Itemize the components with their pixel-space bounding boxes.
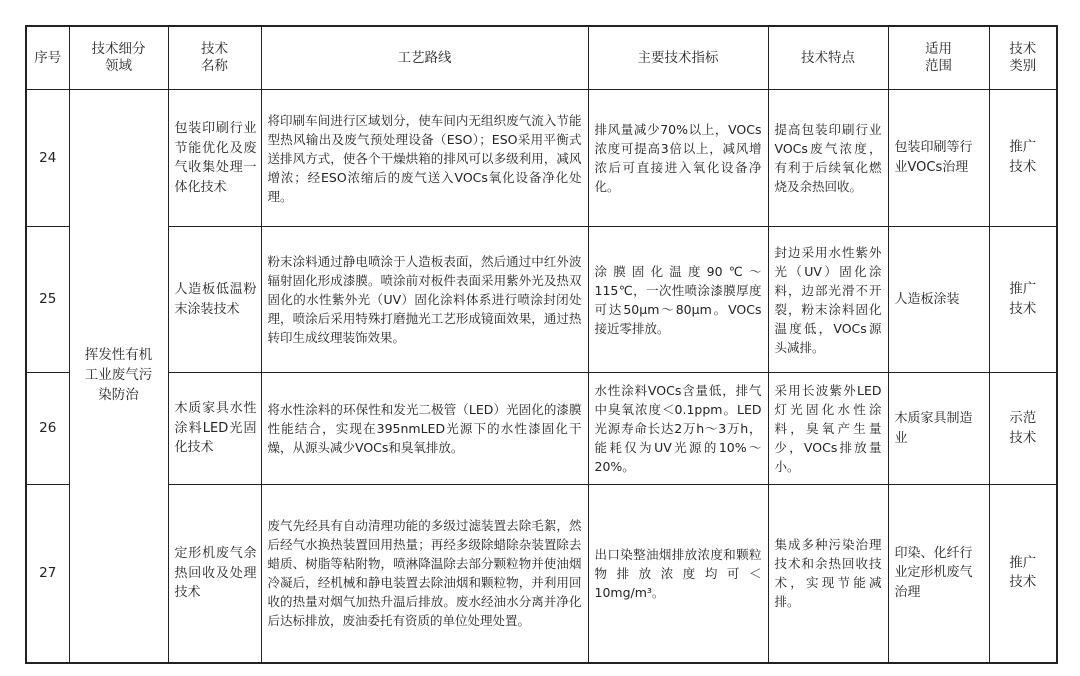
row-no: 27 — [26, 485, 69, 663]
technical-feature: 集成多种污染治理技术和余热回收技术，实现节能减排。 — [768, 485, 888, 663]
technology-name: 定形机废气余热回收及处理技术 — [168, 485, 261, 663]
technical-feature: 封边采用水性紫外光（UV）固化涂料，边部光滑不开裂，粉末涂料固化温度低，VOCs源头减排。 — [768, 227, 888, 373]
table-row — [26, 227, 1057, 373]
process-route: 将印刷车间进行区域划分，使车间内无组织废气流入节能型热风输出及废气预处理设备（ESO）；ESO采用平衡式送排风方式，使各个干燥烘箱的排风可以多级利用，减风增浓；经ESO浓缩后的废气送入VOCs氧化设备净化处理。 — [261, 90, 588, 227]
table-row — [26, 373, 1057, 485]
technology-name: 木质家具水性涂料LED光固化技术 — [168, 373, 261, 485]
header-feature: 技术特点 — [768, 26, 888, 90]
header-name: 技术 名称 — [168, 26, 261, 90]
process-route: 废气先经具有自动清理功能的多级过滤装置去除毛絮，然后经气水换热装置回用热量；再经多级除蜡除杂装置除去蜡质、树脂等粘附物，喷淋降温除去部分颗粒物并使油烟冷凝后，经机械和静电装置去除油烟和颗粒物，并利用回收的热量对烟气加热升温后排放。废水经油水分离并净化后达标排放，废油委托有资质的单位处理处置。 — [261, 485, 588, 663]
row-no: 25 — [26, 227, 69, 373]
technology-name: 包装印刷行业节能优化及废气收集处理一体化技术 — [168, 90, 261, 227]
technology-category: 示范 技术 — [989, 373, 1057, 485]
row-no: 24 — [26, 90, 69, 227]
row-no: 26 — [26, 373, 69, 485]
header-route: 工艺路线 — [261, 26, 588, 90]
process-route: 将水性涂料的环保性和发光二极管（LED）光固化的漆膜性能结合，实现在395nmLED光源下的水性漆固化干燥，从源头减少VOCs和臭氧排放。 — [261, 373, 588, 485]
technology-domain: 挥发性有机 工业废气污 染防治 — [69, 90, 168, 663]
application-scope: 包装印刷等行业VOCs治理 — [888, 90, 989, 227]
table-row — [26, 90, 1057, 227]
technology-table-page — [25, 25, 1056, 656]
technical-feature: 提高包装印刷行业VOCs废气浓度，有利于后续氧化燃烧及余热回收。 — [768, 90, 888, 227]
technology-category: 推广 技术 — [989, 90, 1057, 227]
header-scope: 适用 范围 — [888, 26, 989, 90]
technology-table — [25, 25, 1058, 664]
application-scope: 印染、化纤行业定形机废气治理 — [888, 485, 989, 663]
application-scope: 木质家具制造业 — [888, 373, 989, 485]
process-route: 粉末涂料通过静电喷涂于人造板表面，然后通过中红外波辐射固化形成漆膜。喷涂前对板件表面采用紫外光及热双固化的水性紫外光（UV）固化涂料体系进行喷涂封闭处理，喷涂后采用特殊打磨抛光工艺形成镜面效果，通过热转印生成纹理装饰效果。 — [261, 227, 588, 373]
technology-category: 推广 技术 — [989, 227, 1057, 373]
technical-feature: 采用长波紫外LED灯光固化水性涂料，臭氧产生量少，VOCs排放量小。 — [768, 373, 888, 485]
technology-category: 推广 技术 — [989, 485, 1057, 663]
header-domain: 技术细分 领域 — [69, 26, 168, 90]
header-category: 技术 类别 — [989, 26, 1057, 90]
header-index: 主要技术指标 — [588, 26, 768, 90]
technical-index: 排风量减少70%以上，VOCs浓度可提高3倍以上，减风增浓后可直接进入氧化设备净化。 — [588, 90, 768, 227]
application-scope: 人造板涂装 — [888, 227, 989, 373]
header-row — [26, 26, 1057, 90]
header-no: 序号 — [26, 26, 69, 90]
technical-index: 水性涂料VOCs含量低，排气中臭氧浓度＜0.1ppm。LED光源寿命长达2万h～3万h，能耗仅为UV光源的10%～20%。 — [588, 373, 768, 485]
technology-name: 人造板低温粉末涂装技术 — [168, 227, 261, 373]
technical-index: 涂膜固化温度90℃～115℃，一次性喷涂漆膜厚度可达50μm～80μm。VOCs接近零排放。 — [588, 227, 768, 373]
technical-index: 出口染整油烟排放浓度和颗粒物排放浓度均可＜10mg/m³。 — [588, 485, 768, 663]
table-row — [26, 485, 1057, 663]
